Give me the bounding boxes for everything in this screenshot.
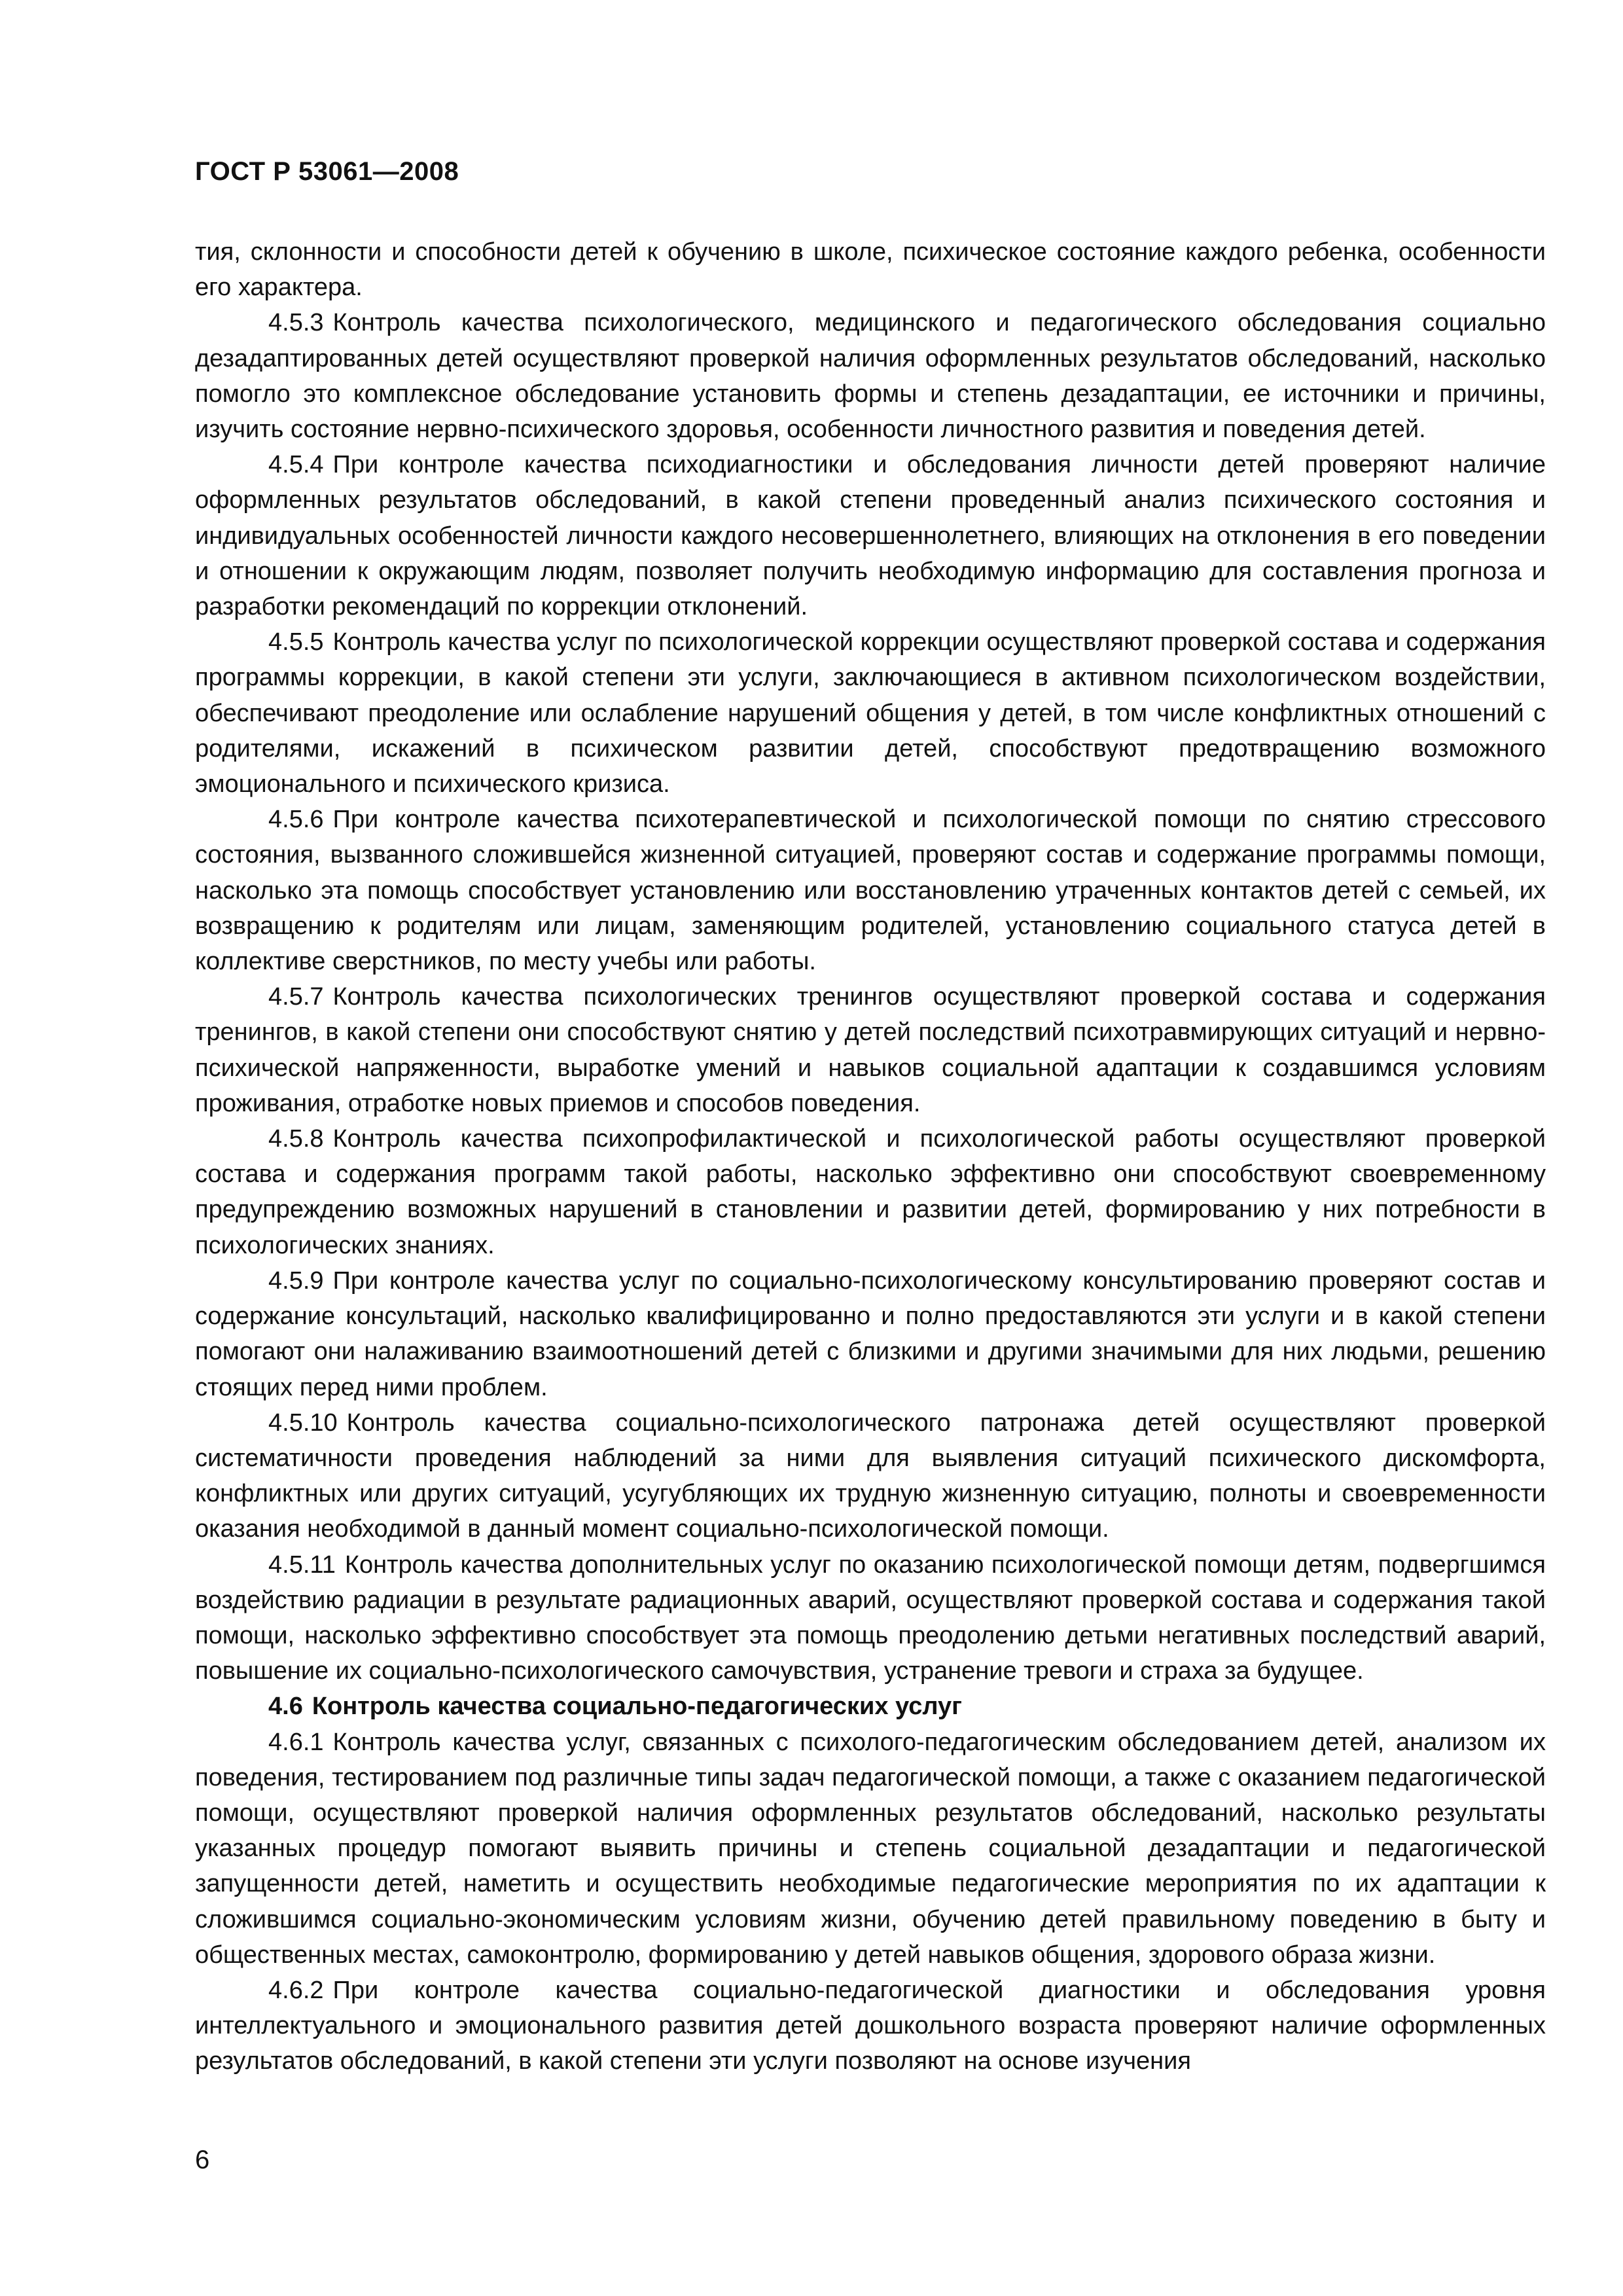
clause-number: 4.6.2	[268, 1976, 324, 2004]
paragraph-text: Контроль качества психопрофилактической и психологической работы осуществляют проверкой состава и содержания программ такой работы, насколько эффективно они способствуют своевременному предупреждению возможных нарушений в становлении и развитии детей, формированию у них потребности в психологических знаниях.	[195, 1125, 1546, 1259]
clause-number: 4.5.11	[268, 1551, 336, 1579]
paragraph-text: Контроль качества социально-психологического патронажа детей осуществляют проверкой систематичности проведения наблюдений за ними для выявления ситуаций психического дискомфорта, конфликтных или других ситуаций, усугубляющих их трудную жизненную ситуацию, полноты и своевременности оказания необходимой в данный момент социально-психологической помощи.	[195, 1408, 1546, 1543]
section-number: 4.6	[268, 1693, 303, 1721]
paragraph-4-5-7	[195, 979, 1546, 1121]
paragraph-text: При контроле качества психотерапевтической и психологической помощи по снятию стрессового состояния, вызванного сложившейся жизненной ситуацией, проверяют состав и содержание программы помощи, насколько эта помощь способствует установлению или восстановлению утраченных контактов детей с семьей, их возвращению к родителям или лицам, заменяющим родителей, установлению социального статуса детей в коллективе сверстников, по месту учебы или работы.	[195, 806, 1546, 976]
page-number: 6	[195, 2145, 210, 2174]
clause-number: 4.5.6	[268, 806, 324, 834]
clause-number: 4.5.4	[268, 451, 324, 479]
paragraph-4-5-8	[195, 1121, 1546, 1263]
paragraph-4-5-6	[195, 802, 1546, 979]
paragraph-text: Контроль качества дополнительных услуг по оказанию психологической помощи детям, подвергшимся воздействию радиации в результате радиационных аварий, осуществляют проверкой состава и содержания такой помощи, насколько эффективно способствует эта помощь преодолению детьми негативных последствий аварий, повышение их социально-психологического самочувствия, устранение тревоги и страха за будущее.	[195, 1551, 1546, 1685]
clause-number: 4.5.3	[268, 309, 324, 337]
clause-number: 4.5.9	[268, 1266, 324, 1295]
section-heading-4-6	[195, 1689, 1546, 1724]
paragraph-text: Контроль качества услуг по психологической коррекции осуществляют проверкой состава и содержания программы коррекции, в какой степени эти услуги, заключающиеся в активном психологическом воздействии, обеспечивают преодоление или ослабление нарушений общения у детей, в том числе конфликтных отношений с родителями, искажений в психическом развитии детей, способствуют предотвращению возможного эмоционального и психического кризиса.	[195, 628, 1546, 798]
clause-number: 4.5.10	[268, 1408, 338, 1437]
paragraph-text: Контроль качества услуг, связанных с психолого-педагогическим обследованием детей, анализом их поведения, тестированием под различные типы задач педагогической помощи, а также с оказанием педагогической помощи, осуществляют проверкой наличия оформленных результатов обследований, насколько результаты указанных процедур помогают выявить причины и степень социальной дезадаптации и педагогической запущенности детей, наметить и осуществить необходимые педагогические мероприятия по их адаптации к сложившимся социально-экономическим условиям жизни, обучению детей правильному поведению в быту и общественных местах, самоконтролю, формированию у детей навыков общения, здорового образа жизни.	[195, 1728, 1546, 1969]
paragraph-4-5-10	[195, 1405, 1546, 1547]
clause-number: 4.5.7	[268, 983, 324, 1011]
section-title: Контроль качества социально-педагогических услуг	[312, 1693, 962, 1721]
paragraph-4-5-4	[195, 447, 1546, 624]
paragraph-4-6-1	[195, 1725, 1546, 1973]
paragraph-continuation	[195, 234, 1546, 305]
paragraph-text: При контроле качества психодиагностики и обследования личности детей проверяют наличие оформленных результатов обследований, в какой степени проведенный анализ психического состояния и индивидуальных особенностей личности каждого несовершеннолетнего, влияющих на отклонения в его поведении и отношении к окружающим людям, позволяет получить необходимую информацию для составления прогноза и разработки рекомендаций по коррекции отклонений.	[195, 451, 1546, 621]
paragraph-4-5-5	[195, 624, 1546, 802]
document-header: ГОСТ Р 53061—2008	[195, 157, 459, 186]
paragraph-4-6-2	[195, 1973, 1546, 2079]
paragraph-text: При контроле качества услуг по социально-психологическому консультированию проверяют состав и содержание консультаций, насколько квалифицированно и полно предоставляются эти услуги и в какой степени помогают они налаживанию взаимоотношений детей с близкими и другими значимыми для них людьми, решению стоящих перед ними проблем.	[195, 1266, 1546, 1401]
paragraph-text: Контроль качества психологических тренингов осуществляют проверкой состава и содержания тренингов, в какой степени они способствуют снятию у детей последствий психотравмирующих ситуаций и нервно-психической напряженности, выработке умений и навыков социальной адаптации к создавшимся условиям проживания, отработке новых приемов и способов поведения.	[195, 983, 1546, 1117]
clause-number: 4.5.8	[268, 1125, 324, 1153]
paragraph-text: Контроль качества психологического, медицинского и педагогического обследования социально дезадаптированных детей осуществляют проверкой наличия оформленных результатов обследований, насколько помогло это комплексное обследование установить формы и степень дезадаптации, ее источники и причины, изучить состояние нервно-психического здоровья, особенности личностного развития и поведения детей.	[195, 309, 1546, 444]
paragraph-4-5-11	[195, 1547, 1546, 1689]
clause-number: 4.6.1	[268, 1728, 324, 1756]
paragraph-4-5-3	[195, 305, 1546, 447]
paragraph-text: тия, склонности и способности детей к обучению в школе, психическое состояние каждого ребенка, особенности его характера.	[195, 238, 1546, 302]
clause-number: 4.5.5	[268, 628, 324, 656]
paragraph-4-5-9	[195, 1263, 1546, 1405]
document-body	[195, 234, 1546, 2079]
paragraph-text: При контроле качества социально-педагогической диагностики и обследования уровня интеллектуального и эмоционального развития детей дошкольного возраста проверяют наличие оформленных результатов обследований, в какой степени эти услуги позволяют на основе изучения	[195, 1976, 1546, 2075]
